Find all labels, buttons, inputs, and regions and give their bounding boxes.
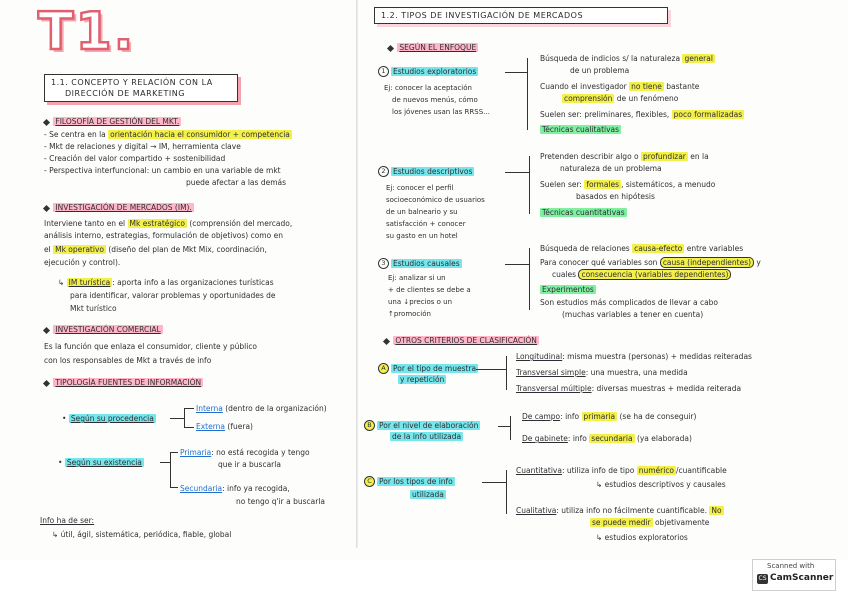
info-list: ↳ útil, ágil, sistemática, periódica, fiable, global [52, 530, 232, 539]
bracket-line [529, 156, 530, 214]
bracket-line [170, 418, 184, 419]
letter-icon: B [364, 420, 375, 431]
im-l1c: (comprensión del mercado, [186, 219, 293, 228]
criterio-c-r2 [516, 506, 724, 515]
section-1-1-line2: DIRECCIÓN DE MARKETING [65, 89, 185, 98]
expl-b1a: Búsqueda de indicios s/ la naturaleza [540, 54, 683, 63]
descriptivos-ex-2: socioeconómico de usuarios [386, 196, 485, 204]
primaria-row [180, 448, 310, 457]
caus-b3: Experimentos [542, 285, 594, 294]
secundaria-label: Secundaria [180, 484, 223, 493]
desc-b2c: , sistemáticos, a menudo [621, 180, 716, 189]
b-r1b: : info [560, 412, 582, 421]
externa-desc: (fuera) [225, 422, 253, 431]
descriptivos-ex-4: satisfacción + conocer [386, 220, 466, 228]
descriptivos-b1 [540, 152, 709, 161]
causales-ex-2: + de clientes se debe a [388, 286, 471, 294]
causales-ex-1: Ej: analizar si un [388, 274, 446, 282]
b-r1d: (se ha de conseguir) [617, 412, 697, 421]
filosofia-line-4: - Perspectiva interfuncional: un cambio en una variable de mkt [44, 166, 281, 175]
criterio-b-label [364, 420, 480, 431]
criterio-a-r1 [516, 352, 752, 361]
exploratorios-b2-cont [562, 94, 678, 103]
criterio-b-text-2: de la info utilizada [392, 432, 462, 441]
existencia-text: Según su existencia [66, 458, 142, 467]
causales-b2 [540, 258, 761, 267]
c-r1d: /cuantificable [676, 466, 727, 475]
b-r2b: : info [567, 434, 590, 443]
im-line-7: Mkt turístico [70, 304, 117, 313]
causales-ex-3: una ↓precios o un [388, 298, 453, 306]
caus-b1b: causa-efecto [634, 244, 683, 253]
exploratorios-ex-2: de nuevos menús, cómo [392, 96, 478, 104]
c-r2d: se puede medir [592, 518, 651, 527]
descriptivos-ex-5: su gasto en un hotel [386, 232, 458, 240]
causales-b1 [540, 244, 743, 253]
criterio-a-label-2 [398, 375, 446, 384]
criterio-a-label [378, 363, 478, 374]
interna-row [196, 404, 327, 413]
im-l5c: : aporta info a las organizaciones turísticas [112, 278, 274, 287]
filosofia-l1a: - Se centra en la [44, 130, 109, 139]
causales-b5: (muchas variables a tener en cuenta) [562, 310, 704, 319]
bullet-icon [383, 337, 390, 344]
criterio-c-text-1: Por los tipos de info [379, 476, 453, 486]
descriptivos-b3 [540, 208, 627, 217]
interna-desc: (dentro de la organización) [222, 404, 327, 413]
expl-b2e: de un fenómeno [614, 94, 679, 103]
b-r1a: De campo [522, 412, 561, 421]
bracket-line [506, 356, 507, 390]
im-l3c: (diseño del plan de Mkt Mix, coordinación, [106, 245, 267, 254]
criterio-a-text-2: y repetición [400, 375, 445, 384]
exploratorios-text: Estudios exploratorios [393, 66, 477, 76]
comercial-heading [44, 325, 163, 334]
exploratorios-b4 [540, 125, 621, 134]
b-r2a: De gabinete [522, 434, 568, 443]
criterio-c-r1 [516, 466, 727, 475]
desc-b1c: en la [687, 152, 709, 161]
b-r2c: secundaria [591, 434, 633, 443]
criterio-c-text-2: utilizada [412, 490, 444, 499]
descriptivos-b1d: naturaleza de un problema [560, 164, 662, 173]
comercial-line-1: Es la función que enlaza el consumidor, cliente y público [44, 342, 258, 351]
causales-text: Estudios causales [393, 258, 460, 268]
tipologia-heading [44, 378, 203, 387]
desc-b3: Técnicas cuantitativas [542, 208, 625, 217]
desc-b2b: formales [586, 180, 620, 189]
criterio-b-label-2 [390, 432, 463, 441]
im-line-2: análisis interno, estrategias, formulación de objetivos) como en [44, 231, 283, 240]
im-l1a: Interviene tanto en el [44, 219, 128, 228]
chapter-title: T1. [38, 2, 136, 62]
criterio-a-r3 [516, 384, 741, 393]
c-r2b: : utiliza info no fácilmente cuantificable. [556, 506, 710, 515]
a-r3a: Transversal múltiple [516, 384, 592, 393]
interna-label: Interna [196, 404, 223, 413]
im-line-4: ejecución y control). [44, 258, 121, 267]
exploratorios-ex-1: Ej: conocer la aceptación [384, 84, 472, 92]
caus-b1c: entre variables [684, 244, 744, 253]
expl-b3a: Suelen ser: preliminares, flexibles, [540, 110, 672, 119]
im-l5b: IM turística [68, 278, 111, 287]
filosofia-heading [44, 117, 181, 126]
filosofia-heading-text: FILOSOFÍA DE GESTIÓN DEL MKT. [55, 117, 180, 126]
im-line-5 [58, 278, 274, 287]
causales-ex-4: ↑promoción [388, 310, 431, 318]
externa-row [196, 422, 253, 431]
bullet-icon [387, 44, 394, 51]
desc-b2a: Suelen ser: [540, 180, 585, 189]
bracket-line [506, 470, 507, 514]
primaria-label: Primaria [180, 448, 212, 457]
procedencia-text: Según su procedencia [70, 414, 154, 423]
bullet-icon [43, 326, 50, 333]
letter-icon: A [378, 363, 389, 374]
criterio-a-text-1: Por el tipo de muestra [393, 363, 477, 373]
exploratorios-label [378, 66, 478, 77]
caus-b2c: y [754, 258, 761, 267]
criterio-b-text-1: Por el nivel de elaboración [379, 420, 479, 430]
letter-icon: C [364, 476, 375, 487]
bracket-line [510, 416, 511, 440]
expl-b3b: poco formalizadas [673, 110, 743, 119]
camscanner-logo-icon: CS [758, 575, 767, 582]
secundaria-row [180, 484, 290, 493]
section-1-1-line1: 1.1. CONCEPTO Y RELACIÓN CON LA [51, 78, 213, 87]
primaria-desc-1: : no está recogida y tengo [211, 448, 310, 457]
bracket-line [170, 452, 178, 453]
criterio-b-r1 [522, 412, 696, 421]
secundaria-desc-1: : info ya recogida, [222, 484, 290, 493]
existencia-label: • Según su existencia [58, 458, 142, 467]
a-r1a: Longitudinal [516, 352, 563, 361]
comercial-heading-text: INVESTIGACIÓN COMERCIAL [55, 325, 161, 334]
im-line-6: para identificar, valorar problemas y oportunidades de [70, 291, 276, 300]
bracket-line [476, 369, 506, 370]
number-icon: 3 [378, 258, 389, 269]
bracket-line [505, 264, 529, 265]
desc-b1a: Pretenden describir algo o [540, 152, 642, 161]
watermark-line: Scanned with [767, 562, 815, 570]
bracket-line [498, 426, 510, 427]
watermark-brand: CamScanner [770, 573, 834, 583]
im-l3a: el [44, 245, 54, 254]
expl-b2b: no tiene [631, 82, 662, 91]
a-r1b: : misma muestra (personas) + medidas reiteradas [562, 352, 752, 361]
b-r2d: (ya elaborada) [634, 434, 692, 443]
im-heading-text: INVESTIGACIÓN DE MERCADOS (IM). [55, 203, 192, 212]
criterio-b-r2 [522, 434, 692, 443]
desc-b1b: profundizar [643, 152, 686, 161]
criterio-c-r1e: ↳ estudios descriptivos y causales [596, 480, 726, 489]
criterio-c-label-2 [410, 490, 446, 499]
camscanner-watermark [752, 559, 836, 591]
otros-heading-text: OTROS CRITERIOS DE CLASIFICACIÓN [395, 336, 537, 345]
bullet-icon [43, 118, 50, 125]
b-r1c: primaria [583, 412, 616, 421]
descriptivos-b2 [540, 180, 715, 189]
c-r2a: Cualitativa [516, 506, 557, 515]
exploratorios-b1 [540, 54, 715, 63]
expl-b1b: general [684, 54, 713, 63]
secundaria-desc-2: no tengo q'ir a buscarla [236, 497, 326, 506]
bullet-icon [43, 379, 50, 386]
expl-b4: Técnicas cualitativas [542, 125, 620, 134]
exploratorios-b1c: de un problema [570, 66, 630, 75]
c-r2c: No [711, 506, 722, 515]
filosofia-line-2: - Mkt de relaciones y digital → IM, herramienta clave [44, 142, 241, 151]
exploratorios-ex-3: los jóvenes usan las RRSS... [392, 108, 490, 116]
a-r2a: Transversal simple [516, 368, 586, 377]
causales-label [378, 258, 462, 269]
criterio-c-label [364, 476, 455, 487]
descriptivos-label [378, 166, 474, 177]
im-l5a: ↳ [58, 278, 67, 287]
caus-b1a: Búsqueda de relaciones [540, 244, 633, 253]
bracket-line [529, 248, 530, 310]
enfoque-heading [388, 43, 478, 52]
descriptivos-ex-1: Ej: conocer el perfil [386, 184, 454, 192]
caus-b2d: cuales [552, 270, 579, 279]
bracket-line [184, 408, 194, 409]
bracket-line [184, 408, 185, 428]
expl-b2d: comprensión [564, 94, 613, 103]
bracket-line [170, 452, 171, 488]
bracket-line [482, 482, 506, 483]
a-r3b: : diversas muestras + medida reiterada [591, 384, 742, 393]
caus-b2a: Para conocer qué variables son [540, 258, 660, 267]
caus-b2b: causa (independientes) [660, 257, 754, 268]
descriptivos-ex-3: de un balneario y su [386, 208, 458, 216]
causales-b4: Son estudios más complicados de llevar a cabo [540, 298, 719, 307]
comercial-line-2: con los responsables de Mkt a través de info [44, 356, 212, 365]
bracket-line [505, 172, 529, 173]
section-1-2-title: 1.2. TIPOS DE INVESTIGACIÓN DE MERCADOS [374, 7, 668, 24]
filosofia-line-1 [44, 130, 292, 139]
exploratorios-b2 [540, 82, 699, 91]
criterio-c-r2f: ↳ estudios exploratorios [596, 533, 688, 542]
criterio-c-r2-cont [590, 518, 709, 527]
bracket-line [184, 427, 194, 428]
c-r1c: numérico [638, 466, 675, 475]
enfoque-heading-text: SEGÚN EL ENFOQUE [399, 43, 477, 52]
info-heading: Info ha de ser: [40, 516, 95, 525]
primaria-desc-2: que ir a buscarla [218, 460, 281, 469]
caus-b2e: consecuencia (variables dependientes) [578, 269, 731, 280]
c-r1b: : utiliza info de tipo [561, 466, 637, 475]
procedencia-label: • Según su procedencia [62, 414, 154, 423]
number-icon: 2 [378, 166, 389, 177]
tipologia-heading-text: TIPOLOGÍA FUENTES DE INFORMACIÓN [55, 378, 202, 387]
c-r2e: objetivamente [652, 518, 710, 527]
bracket-line [170, 487, 178, 488]
causales-b2-cont [552, 270, 731, 279]
im-l3b: Mk operativo [55, 245, 104, 254]
im-line-1 [44, 219, 292, 228]
filosofia-line-3: - Creación del valor compartido + sostenibilidad [44, 154, 226, 163]
criterio-a-r2 [516, 368, 688, 377]
im-l1b: Mk estratégico [129, 219, 185, 228]
expl-b2a: Cuando el investigador [540, 82, 630, 91]
externa-label: Externa [196, 422, 226, 431]
otros-heading [384, 336, 539, 345]
filosofia-line-5: puede afectar a las demás [186, 178, 287, 187]
expl-b2c: bastante [663, 82, 700, 91]
section-1-1-title [44, 74, 238, 102]
descriptivos-text: Estudios descriptivos [393, 166, 473, 176]
a-r2b: : una muestra, una medida [585, 368, 688, 377]
exploratorios-b3 [540, 110, 744, 119]
causales-b3 [540, 285, 596, 294]
bracket-line [527, 58, 528, 130]
bracket-line [505, 72, 527, 73]
filosofia-l1b: orientación hacia el consumidor + competencia [110, 130, 290, 139]
im-line-3 [44, 245, 267, 254]
descriptivos-b2d: basados en hipótesis [576, 192, 655, 201]
number-icon: 1 [378, 66, 389, 77]
page-fold-divider [356, 0, 358, 548]
c-r1a: Cuantitativa [516, 466, 562, 475]
bracket-line [160, 462, 170, 463]
bullet-icon [43, 204, 50, 211]
im-heading [44, 203, 194, 212]
